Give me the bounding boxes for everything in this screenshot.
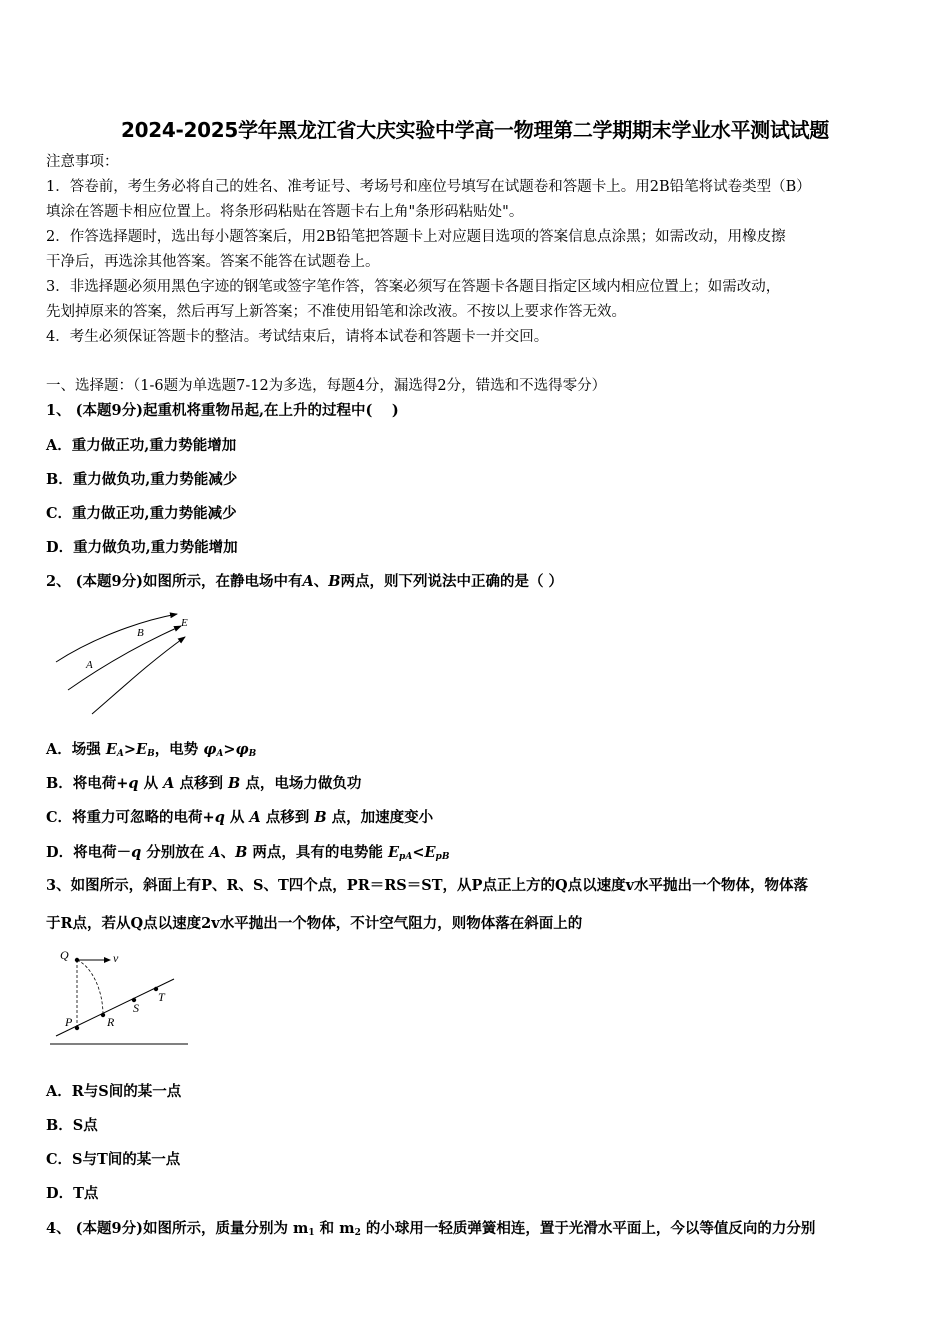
notice-line: 4．考生必须保证答题卡的整洁。考试结束后，请将本试卷和答题卡一并交回。 [46, 329, 549, 345]
question-2-option-d: D．将电荷－q 分别放在 A、B 两点，具有的电势能 $E_{pA}<E_{pB}$ [46, 844, 450, 862]
question-4-stem: 4、 (本题9分)如图所示，质量分别为 $m_1$ 和 $m_2$ 的小球用一轻质弹簧相连，置于光滑水平面上，今以等值反向的力分别 [46, 1220, 816, 1238]
question-2-option-a: A．场强 $E_A>E_B$，电势 $\varphi_A>\varphi_B$ [46, 741, 257, 759]
label-v: v [113, 951, 119, 965]
question-3-stem-line-2: 于R点，若从Q点以速度2v水平抛出一个物体，不计空气阻力，则物体落在斜面上的 [46, 915, 583, 932]
question-1-option-c: C．重力做正功,重力势能减少 [46, 505, 237, 522]
question-3-option-d: D．T点 [46, 1185, 99, 1202]
field-line [92, 637, 185, 714]
label-r: R [107, 1015, 115, 1029]
question-1-stem: 1、 (本题9分)起重机将重物吊起,在上升的过程中( ) [46, 402, 399, 419]
field-line [68, 626, 181, 690]
label-t: T [158, 990, 165, 1004]
notice-line: 1．答卷前，考生务必将自己的姓名、准考证号、考场号和座位号填写在试题卷和答题卡上。用2B铅笔将试卷类型（B） [46, 179, 811, 195]
notice-line: 干净后，再选涂其他答案。答案不能答在试题卷上。 [46, 254, 380, 270]
label-s: S [133, 1001, 139, 1015]
page-title: 2024-2025学年黑龙江省大庆实验中学高一物理第二学期期末学业水平测试试题 [121, 118, 829, 142]
point-p [75, 1026, 79, 1030]
label-a: A [86, 659, 93, 671]
field-line [56, 614, 177, 662]
section-heading: 一、选择题：（1-6题为单选题7-12为多选，每题4分，漏选得2分，错选和不选得零分） [46, 378, 607, 394]
question-3-option-c: C．S与T间的某一点 [46, 1151, 181, 1168]
question-3-stem-line-1: 3、如图所示，斜面上有P、R、S、T四个点，PR＝RS＝ST，从P点正上方的Q点以速度v水平抛出一个物体，物体落 [46, 877, 808, 894]
notice-line: 2．作答选择题时，选出每小题答案后，用2B铅笔把答题卡上对应题目选项的答案信息点涂黑；如需改动，用橡皮擦 [46, 229, 786, 245]
question-2-option-c: C．将重力可忽略的电荷+q 从 A 点移到 B 点，加速度变小 [46, 809, 434, 826]
point-q [75, 958, 79, 962]
label-p: P [65, 1015, 73, 1029]
notice-line: 填涂在答题卡相应位置上。将条形码粘贴在答题卡右上角"条形码粘贴处"。 [46, 204, 524, 220]
point-r [101, 1013, 105, 1017]
notice-line: 先划掉原来的答案，然后再写上新答案；不准使用铅笔和涂改液。不按以上要求作答无效。 [46, 304, 626, 320]
question-1-option-d: D．重力做负功,重力势能增加 [46, 539, 238, 556]
question-1-option-b: B．重力做负功,重力势能减少 [46, 471, 238, 488]
question-3-option-a: A．R与S间的某一点 [46, 1083, 182, 1100]
notice-line: 3．非选择题必须用黑色字迹的钢笔或签字笔作答，答案必须写在答题卡各题目指定区域内相应位置上；如需改动， [46, 279, 781, 295]
incline-projectile-figure [46, 944, 196, 1048]
question-2-option-b: B．将电荷+q 从 A 点移到 B 点，电场力做负功 [46, 775, 362, 792]
question-2-stem: 2、 (本题9分)如图所示，在静电场中有A、B两点，则下列说法中正确的是（ ） [46, 573, 564, 590]
notice-heading: 注意事项： [46, 154, 119, 170]
question-1-option-a: A．重力做正功,重力势能增加 [46, 437, 237, 454]
question-3-option-b: B．S点 [46, 1117, 98, 1134]
label-q: Q [60, 948, 69, 962]
trajectory-dashed [77, 960, 103, 1015]
electric-field-lines-figure [50, 610, 210, 720]
label-e: E [181, 617, 188, 629]
label-b: B [137, 627, 144, 639]
